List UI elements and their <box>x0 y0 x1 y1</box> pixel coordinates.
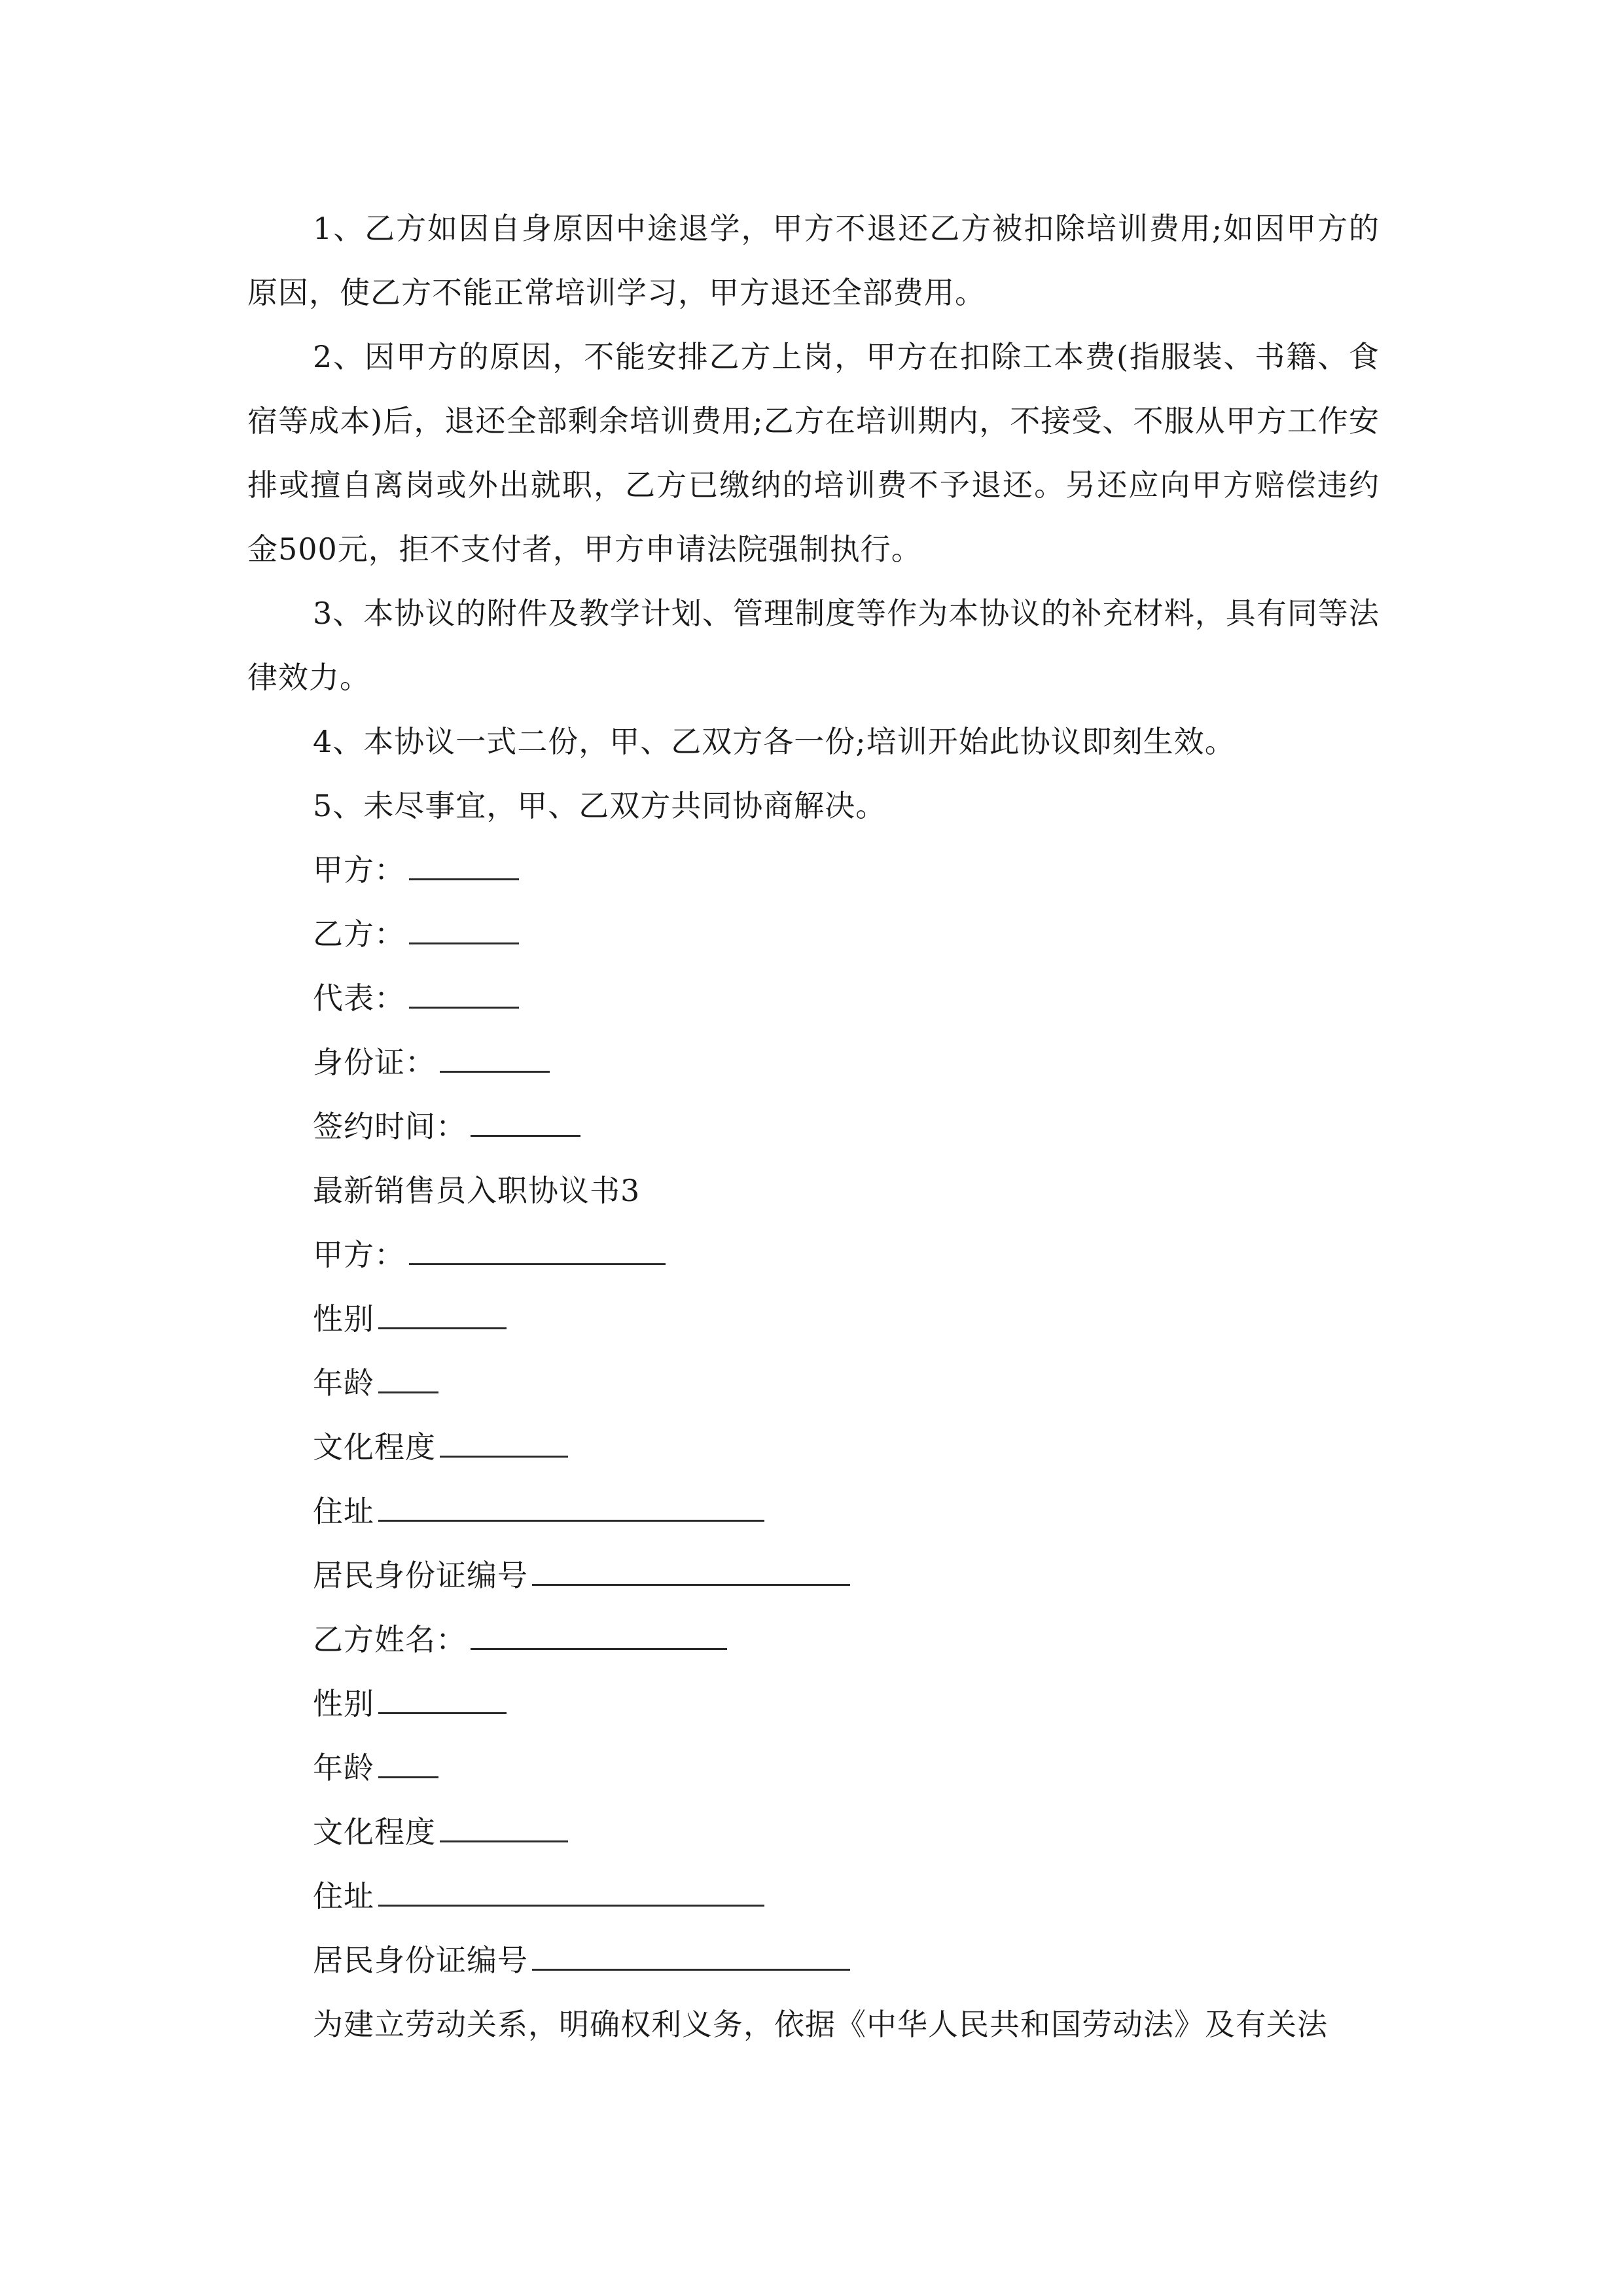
party-a-id-number-blank[interactable] <box>532 1558 850 1586</box>
party-b-education-label: 文化程度 <box>313 1814 436 1850</box>
party-a-age-label: 年龄 <box>313 1365 374 1401</box>
party-b-name-label: 乙方姓名： <box>313 1622 467 1657</box>
party-b-education-row <box>247 1800 1380 1864</box>
party-a-address-row <box>247 1479 1380 1543</box>
representative-blank[interactable] <box>409 980 519 1009</box>
party-a-age-blank[interactable] <box>378 1365 438 1393</box>
party-b-age-label: 年龄 <box>313 1750 374 1785</box>
representative-label: 代表： <box>313 980 405 1016</box>
clause-5: 5、未尽事宜，甲、乙双方共同协商解决。 <box>313 788 887 823</box>
party-a-gender-blank[interactable] <box>378 1301 507 1329</box>
party-b-name-blank[interactable] <box>471 1622 727 1650</box>
sign-date-label: 签约时间： <box>313 1109 467 1144</box>
id-card-row <box>247 1030 1380 1094</box>
clause-4: 4、本协议一式二份，甲、乙双方各一份;培训开始此协议即刻生效。 <box>313 724 1236 759</box>
party-a-education-row <box>247 1415 1380 1479</box>
party-a-id-number-label: 居民身份证编号 <box>313 1558 528 1593</box>
party-b-address-label: 住址 <box>313 1878 374 1914</box>
party-b-id-number-blank[interactable] <box>532 1943 850 1971</box>
party-b-address-row <box>247 1864 1380 1928</box>
closing-paragraph: 为建立劳动关系，明确权利义务，依据《中华人民共和国劳动法》及有关法 <box>313 2007 1328 2042</box>
party-b-blank[interactable] <box>409 916 519 944</box>
clause-1: 1、乙方如因自身原因中途退学，甲方不退还乙方被扣除培训费用;如因甲方的原因，使乙方不能正常培训学习，甲方退还全部费用。 <box>247 211 1380 310</box>
clause-3: 3、本协议的附件及教学计划、管理制度等作为本协议的补充材料，具有同等法律效力。 <box>247 596 1380 695</box>
party-a-signature-row <box>247 838 1380 902</box>
party-a-name-row <box>247 1223 1380 1287</box>
sign-date-row <box>247 1094 1380 1158</box>
party-b-id-number-row <box>247 1928 1380 1992</box>
party-a-education-blank[interactable] <box>440 1429 568 1458</box>
party-b-name-row <box>247 1607 1380 1672</box>
party-a-education-label: 文化程度 <box>313 1429 436 1465</box>
party-b-address-blank[interactable] <box>378 1878 764 1907</box>
clause-2: 2、因甲方的原因，不能安排乙方上岗，甲方在扣除工本费(指服装、书籍、食宿等成本)后，退还全部剩余培训费用;乙方在培训期内，不接受、不服从甲方工作安排或擅自离岗或外出就职，乙方已缴纳的培训费不予退还。另还应向甲方赔偿违约金500元，拒不支付者，甲方申请法院强制执行。 <box>247 339 1380 567</box>
party-b-age-row <box>247 1736 1380 1800</box>
party-a-label: 甲方： <box>313 852 405 888</box>
sign-date-blank[interactable] <box>471 1109 580 1137</box>
party-a-name-label: 甲方： <box>313 1237 405 1272</box>
id-card-blank[interactable] <box>440 1045 550 1073</box>
document-body <box>247 196 1380 2056</box>
document-title: 最新销售员入职协议书3 <box>313 1173 641 1208</box>
party-b-signature-row <box>247 902 1380 966</box>
party-b-label: 乙方： <box>313 916 405 952</box>
party-b-gender-row <box>247 1672 1380 1736</box>
party-a-address-blank[interactable] <box>378 1494 764 1522</box>
party-b-education-blank[interactable] <box>440 1814 568 1842</box>
party-b-gender-label: 性别 <box>313 1686 374 1721</box>
party-a-id-number-row <box>247 1543 1380 1607</box>
party-a-blank[interactable] <box>409 852 519 880</box>
party-a-age-row <box>247 1351 1380 1415</box>
id-card-label: 身份证： <box>313 1045 436 1080</box>
party-a-address-label: 住址 <box>313 1494 374 1529</box>
representative-row <box>247 966 1380 1030</box>
party-a-name-blank[interactable] <box>409 1237 666 1265</box>
party-a-gender-row <box>247 1287 1380 1351</box>
party-b-id-number-label: 居民身份证编号 <box>313 1943 528 1978</box>
party-b-gender-blank[interactable] <box>378 1686 507 1714</box>
party-a-gender-label: 性别 <box>313 1301 374 1336</box>
party-b-age-blank[interactable] <box>378 1750 438 1778</box>
